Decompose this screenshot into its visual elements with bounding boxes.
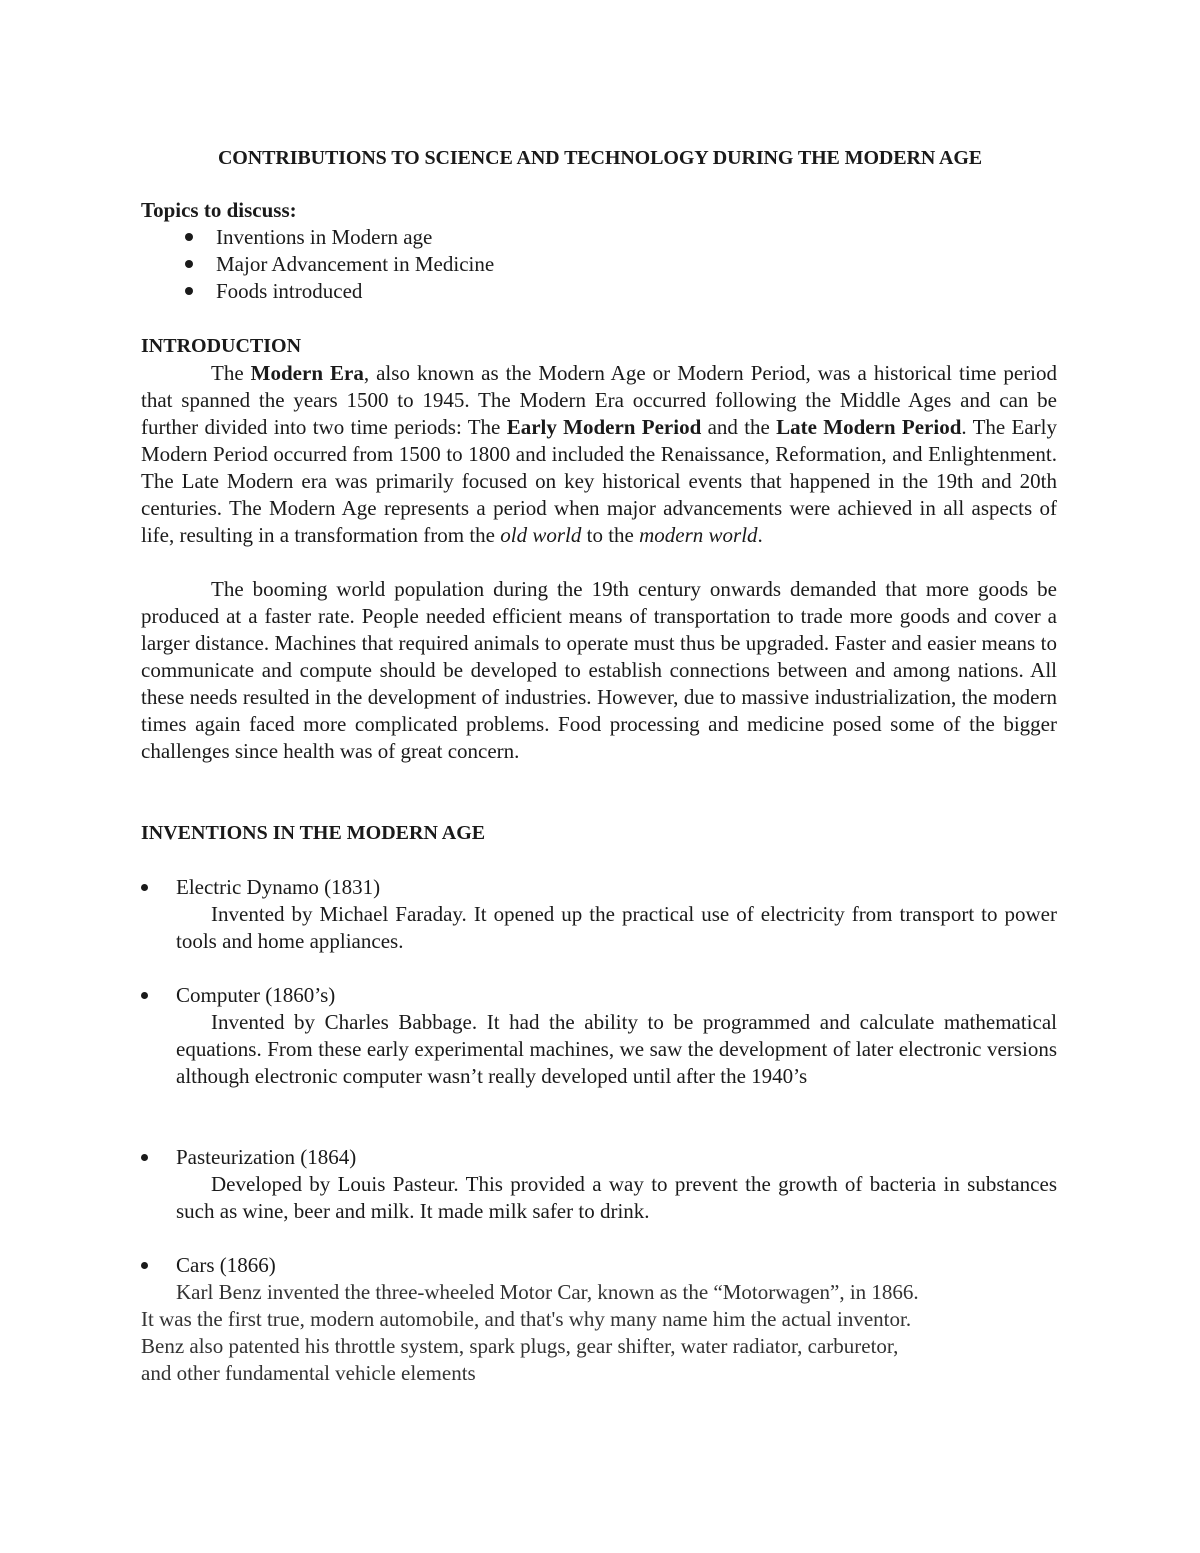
bold-term: Early Modern Period — [506, 415, 702, 439]
inventions-heading: INVENTIONS IN THE MODERN AGE — [141, 822, 486, 844]
invention-description: Invented by Charles Babbage. It had the ability to be programmed and calculate mathematical equations. From these early experimental machines, we saw the development of later electronic versions although electronic computer wasn’t really developed until after the 1940’s — [176, 1010, 1057, 1088]
bullet-icon — [141, 992, 148, 999]
invention-name: Computer (1860’s) — [176, 983, 336, 1007]
intro-paragraph-2: The booming world population during the 19th century onwards demanded that more goods be produced at a faster rate. People needed efficient means of transportation to trade more goods and cover a larger distance. Machines that required animals to operate must thus be upgraded. Faster and easier means to communicate and compute should be developed to establish connections between and among nations. All these needs resulted in the development of industries. However, due to massive industrialization, the modern times again faced more complicated problems. Food processing and medicine posed some of the bigger challenges since health was of great concern. — [141, 577, 1057, 763]
text-run: to the — [581, 523, 640, 547]
invention-description: Invented by Michael Faraday. It opened up the practical use of electricity from transport to power tools and home appliances. — [176, 902, 1057, 953]
description-line: and other fundamental vehicle elements — [141, 1361, 476, 1385]
bullet-icon — [185, 287, 193, 295]
text-run: , also known as the Modern Age or Modern Period, was a historical time period that spanned the years 1500 to 1945. The Modern Era occurred following the Middle Ages and can be further divided into two time periods: The — [141, 361, 1057, 439]
invention-name: Cars (1866) — [176, 1253, 276, 1277]
bullet-icon — [185, 233, 193, 241]
text-run: The — [211, 361, 251, 385]
invention-description: Developed by Louis Pasteur. This provided a way to prevent the growth of bacteria in substances such as wine, beer and milk. It made milk safer to drink. — [176, 1172, 1057, 1223]
bold-term: Late Modern Period — [776, 415, 962, 439]
description-line: Karl Benz invented the three-wheeled Motor Car, known as the “Motorwagen”, in 1866. — [176, 1280, 919, 1304]
topic-label: Inventions in Modern age — [216, 225, 433, 249]
description-line: It was the first true, modern automobile, and that's why many name him the actual inventor. — [141, 1307, 912, 1331]
invention-name: Pasteurization (1864) — [176, 1145, 357, 1169]
italic-term: old world — [500, 523, 582, 547]
italic-term: modern world — [639, 523, 758, 547]
topic-label: Major Advancement in Medicine — [216, 252, 495, 276]
bullet-icon — [141, 884, 148, 891]
intro-paragraph-1 — [141, 360, 1057, 549]
text-run: . — [757, 523, 763, 547]
bullet-icon — [141, 1154, 148, 1161]
bullet-icon — [141, 1262, 148, 1269]
invention-description — [141, 1279, 1066, 1387]
invention-name: Electric Dynamo (1831) — [176, 875, 381, 899]
text-run: and the — [701, 415, 777, 439]
bullet-icon — [185, 260, 193, 268]
introduction-heading: INTRODUCTION — [141, 335, 302, 357]
bold-term: Modern Era — [250, 361, 364, 385]
document-title: CONTRIBUTIONS TO SCIENCE AND TECHNOLOGY DURING THE MODERN AGE — [217, 147, 983, 169]
topics-heading: Topics to discuss: — [141, 198, 297, 222]
text-run: . The Early Modern Period occurred from 1500 to 1800 and included the Renaissance, Reformation, and Enlightenment. The Late Modern era was primarily focused on key historical events that happened in the 19th and 20th centuries. The Modern Age represents a period when major advancements were achieved in all aspects of life, resulting in a transformation from the — [141, 415, 1057, 547]
description-line: Benz also patented his throttle system, spark plugs, gear shifter, water radiator, carburetor, — [141, 1334, 899, 1358]
topic-label: Foods introduced — [216, 279, 363, 303]
